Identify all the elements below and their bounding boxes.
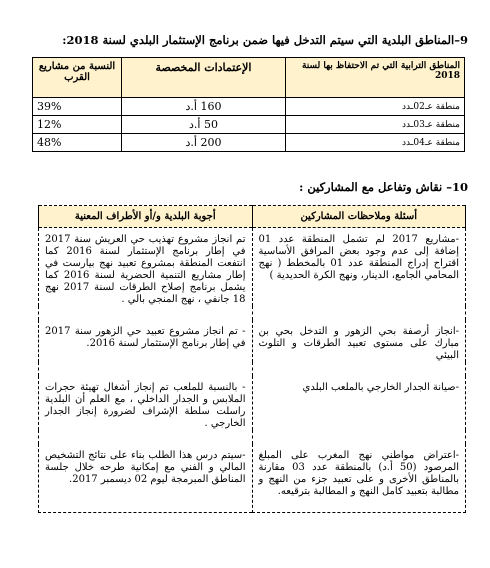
section-9-heading: 9–المناطق البلدية التي سيتم التدخل فيها ضمن برنامج الإستثمار البلدي لسنة 2018: <box>62 33 468 47</box>
table-row <box>39 444 466 513</box>
row-spacer <box>39 306 466 320</box>
question-text: -اعتراض مواطني نهج المغرب على المبلغ المرصود (50 أ.د) بالمنطقة عدد 03 مقارنة بالمناطق الأخرى و على تعبيد جزء من النهج و مطالبة بتعبيد كامل النهج و المطالبة بترقيعه. <box>252 444 466 513</box>
zones-table <box>32 57 465 152</box>
zone-percent: 12% <box>33 116 122 134</box>
question-text: -انجاز أرصفة بحي الزهور و التدخل بحي بن مبارك على مستوى تعبيد الطرقات و التلوث البيئي <box>252 320 466 362</box>
question-text: -مشاريع 2017 لم تشمل المنطقة عدد 01 إضافة إلى عدم وجود بعض المرافق الأساسية اقتراح إدراج المنطقة عدد 01 بالمخطط ( نهج المحامي الجامع، الدينار، ونهج الكرة الحديدية ) <box>252 228 466 307</box>
table-row <box>33 98 465 116</box>
answer-text: تم انجاز مشروع تهذيب حي العريش سنة 2017 في إطار برنامج الإستثمار لسنة 2016 كما انتفعت المنطقة بمشروع تعبيد نهج بيارست في إطار مشاريع التنمية الحضرية لسنة 2016 كما يشمل برنامج إصلاح الطرقات لسنة 2017 نهج 18 جانفي ، نهج المنجي بالي . <box>39 228 253 307</box>
table-row <box>33 116 465 134</box>
table-row <box>39 228 466 307</box>
question-text: -صيانة الجدار الخارجي بالملعب البلدي <box>252 376 466 430</box>
zone-name: منطقة عـ04ـدد <box>286 134 465 152</box>
row-spacer <box>39 362 466 376</box>
row-spacer <box>39 430 466 444</box>
discussion-table-header <box>39 206 466 228</box>
answer-text: -سيتم درس هذا الطلب بناء على نتائج التشخيص المالي و الفني مع إمكانية طرحه خلال جلسة المناطق المبرمجة ليوم 02 ديسمبر 2017. <box>39 444 253 513</box>
zone-amount: 200 أ.د <box>122 134 286 152</box>
zone-name: منطقة عـ02ـدد <box>286 98 465 116</box>
zones-header-zone: المناطق الترابية التي تم الاحتفاظ بها لسنة 2018 <box>286 58 465 98</box>
zones-header-share: النسبة من مشاريع القرب <box>33 58 122 98</box>
answer-text: - تم انجاز مشروع تعبيد حي الزهور سنة 2017 في إطار برنامج الإستثمار لسنة 2016. <box>39 320 253 362</box>
discussion-header-questions: أسئلة وملاحظات المشاركين <box>252 206 466 228</box>
table-row <box>39 376 466 430</box>
zone-amount: 50 أ.د <box>122 116 286 134</box>
answer-text: - بالنسبة للملعب تم إنجاز أشغال تهيئة حجرات الملابس و الجدار الداخلي ، مع العلم أن البلدية راسلت سلطة الإشراف لضرورة إنجاز الجدار الخارجي . <box>39 376 253 430</box>
discussion-table <box>38 205 466 513</box>
zones-table-header <box>33 58 465 98</box>
zone-name: منطقة عـ03ـدد <box>286 116 465 134</box>
table-row <box>39 320 466 362</box>
discussion-header-answers: أجوبة البلدية و/أو الأطراف المعنية <box>39 206 253 228</box>
zone-percent: 48% <box>33 134 122 152</box>
zone-percent: 39% <box>33 98 122 116</box>
zones-header-credits: الإعتمادات المخصصة <box>122 58 286 98</box>
zone-amount: 160 أ.د <box>122 98 286 116</box>
section-10-heading: 10– نقاش وتفاعل مع المشاركين : <box>299 180 468 194</box>
table-row <box>33 134 465 152</box>
